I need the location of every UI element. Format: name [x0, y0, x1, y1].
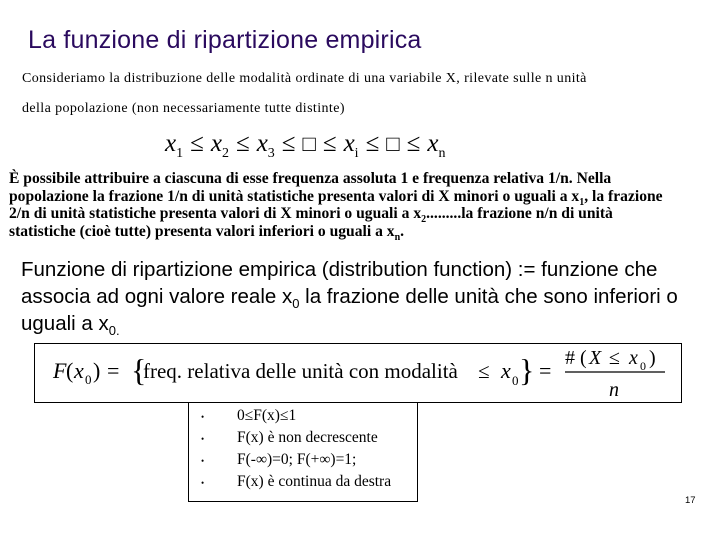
leq-symbol: ≤ [322, 130, 337, 157]
formula-sub: 2 [221, 146, 229, 161]
leq-symbol: ≤ [478, 359, 490, 383]
property-text: F(x) è non decrescente [237, 429, 378, 446]
open-brace: { [131, 352, 147, 388]
formula-paren: ) [93, 358, 101, 383]
intro-line-2: della popolazione (non necessariamente tutte distinte) [22, 101, 345, 116]
paragraph-sub: 2 [421, 214, 427, 226]
formula-var: x [256, 130, 268, 157]
bullet-icon: • [201, 434, 205, 444]
leq-symbol: ≤ [609, 347, 620, 369]
property-text: F(x) è continua da destra [237, 473, 392, 490]
definition-sub: 0. [108, 323, 120, 339]
formula-sub: 0 [640, 359, 646, 373]
formula-var: x [343, 130, 355, 157]
intro-line-1: Consideriamo la distribuzione delle modalità ordinate di una variabile X, rilevate sulle n unità [22, 71, 587, 86]
definition-text [21, 256, 701, 337]
properties-box [188, 402, 418, 502]
paragraph-sub: 1 [579, 196, 585, 208]
paragraph-text: È possibile attribuire a ciascuna di esse frequenza assoluta 1 e frequenza relativa 1/n. Nella popolazione la frazione 1/n di unità statistiche presenta valori di X minori o uguali a x [9, 170, 612, 205]
definition-sub: 0 [292, 296, 300, 312]
count-symbol: # [565, 347, 575, 369]
formula-paren: ) [649, 347, 656, 369]
bullet-icon: • [201, 478, 205, 488]
formula-n: n [609, 379, 619, 401]
formula-var: x [427, 130, 439, 157]
definition-part: Funzione di ripartizione empirica (distribution function) := funzione che associa ad ogni valore reale x [21, 258, 658, 308]
distribution-function-formula [34, 343, 682, 403]
formula-sub: 0 [85, 372, 92, 387]
explanation-paragraph [9, 170, 669, 243]
definition-part: la frazione delle unità che sono inferiori o uguali a x [21, 285, 678, 335]
formula-paren: ( [66, 358, 74, 383]
paragraph-sub: n [394, 231, 401, 243]
paragraph-text: . [400, 222, 405, 240]
missing-glyph-box: □ [386, 131, 400, 156]
property-text: 0≤F(x)≤1 [237, 407, 297, 424]
leq-symbol: ≤ [365, 130, 380, 157]
formula-sub: n [438, 146, 446, 161]
page-number: 17 [685, 495, 696, 506]
formula-var: x [165, 130, 177, 157]
property-text: F(-∞)=0; F(+∞)=1; [237, 451, 357, 468]
set-description: freq. relativa delle unità con modalità [143, 359, 458, 383]
missing-glyph-box: □ [302, 131, 316, 156]
bullet-icon: • [201, 456, 205, 466]
close-brace: } [519, 352, 535, 388]
leq-symbol: ≤ [190, 130, 204, 157]
leq-symbol: ≤ [235, 130, 250, 157]
formula-paren: ( [580, 347, 587, 369]
formula-F: F [53, 358, 67, 383]
leq-symbol: ≤ [281, 130, 296, 157]
formula-X: X [589, 347, 602, 369]
leq-symbol: ≤ [406, 130, 421, 157]
slide-title: La funzione di ripartizione empirica [28, 26, 422, 54]
paragraph-text: , la frazione 2/n di unità statistiche presenta valori di X minori o uguali a x [9, 187, 663, 222]
equals-symbol: = [539, 358, 552, 383]
formula-x: x [501, 358, 511, 383]
formula-sub: 3 [267, 146, 275, 161]
formula-sub: i [354, 146, 359, 161]
bullet-icon: • [201, 412, 205, 422]
paragraph-text: .........la frazione n/n di unità statistiche (cioè tutte) presenta valori inferiori o uguali a x [9, 205, 613, 240]
formula-var: x [210, 130, 222, 157]
formula-sub: 1 [176, 146, 184, 161]
formula-x: x [74, 358, 84, 383]
ordered-values-formula [165, 130, 445, 162]
formula-x: x [629, 347, 638, 369]
equals-symbol: = [107, 358, 120, 383]
formula-sub: 0 [512, 373, 519, 388]
